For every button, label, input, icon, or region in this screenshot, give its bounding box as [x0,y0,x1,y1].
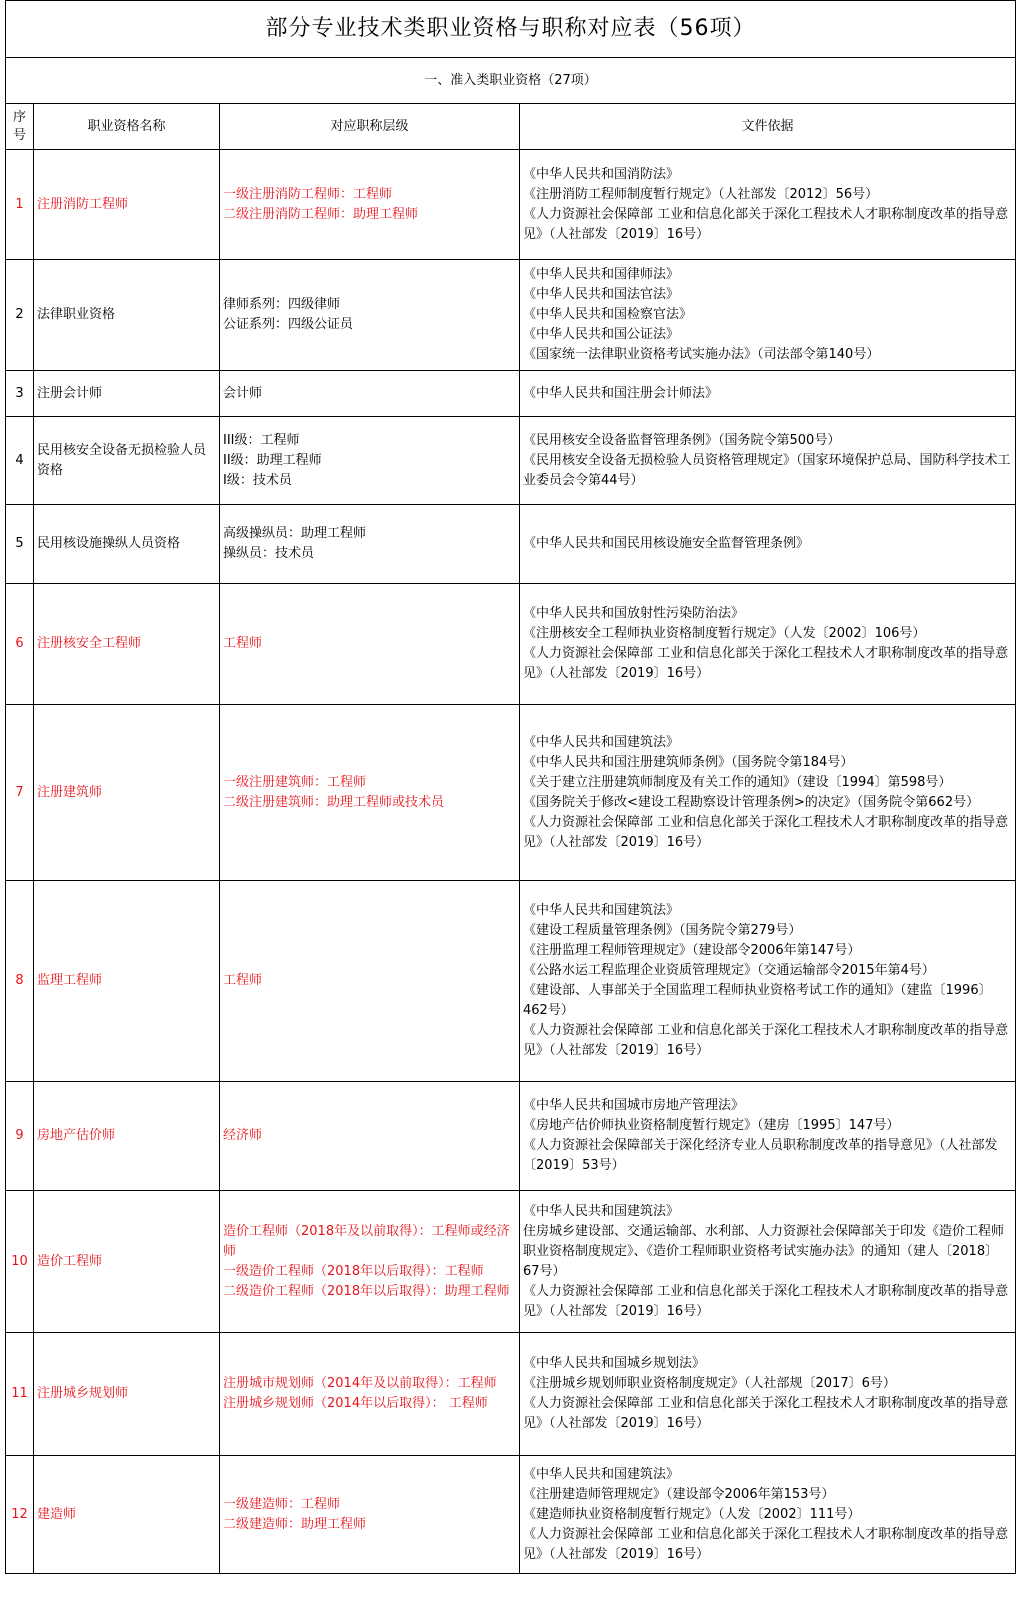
document-line: 住房城乡建设部、交通运输部、水利部、人力资源社会保障部关于印发《造价工程师职业资格制度规定》、《造价工程师职业资格考试实施办法》的通知（建人〔2018〕67号） [523,1223,1005,1279]
row-title-levels [220,371,520,417]
row-title-levels [220,705,520,881]
row-seq: 1 [6,150,34,260]
row-title-levels [220,1333,520,1456]
title-level-line: 一级注册建筑师：工程师 [223,774,367,790]
row-document-basis [520,1191,1016,1333]
title-level-line: 高级操纵员：助理工程师 [223,526,367,541]
table-header-row [6,104,1016,150]
qualification-table [5,0,1016,1574]
table-row [6,705,1016,881]
row-seq: 2 [6,260,34,371]
row-seq: 4 [6,417,34,505]
title-level-line: 二级造价工程师（2018年以后取得）：助理工程师 [223,1283,510,1299]
document-line: 《人力资源社会保障部 工业和信息化部关于深化工程技术人才职称制度改革的指导意见》（人社部发〔2019〕16号） [523,1283,1009,1319]
section-heading: 一、准入类职业资格（27项） [6,58,1016,104]
document-line: 《民用核安全设备监督管理条例》（国务院令第500号） [523,432,841,448]
row-document-basis [520,705,1016,881]
row-title-levels [220,260,520,371]
row-qualification-name: 注册建筑师 [34,705,220,881]
document-line: 《中华人民共和国律师法》 [523,267,680,282]
document-line: 《中华人民共和国法官法》 [523,287,680,302]
row-seq: 6 [6,584,34,705]
row-seq: 8 [6,881,34,1082]
row-document-basis [520,1333,1016,1456]
row-qualification-name: 建造师 [34,1456,220,1574]
document-line: 《注册核安全工程师执业资格制度暂行规定》（人发〔2002〕106号） [523,626,926,641]
row-document-basis [520,150,1016,260]
header-name: 职业资格名称 [34,104,220,150]
row-qualification-name: 监理工程师 [34,881,220,1082]
row-seq: 9 [6,1082,34,1191]
document-line: 《人力资源社会保障部 工业和信息化部关于深化工程技术人才职称制度改革的指导意见》（人社部发〔2019〕16号） [523,1526,1009,1562]
row-seq: 7 [6,705,34,881]
row-document-basis [520,881,1016,1082]
header-seq: 序号 [6,104,34,150]
document-line: 《建设部、人事部关于全国监理工程师执业资格考试工作的通知》（建监〔1996〕462号） [523,983,992,1018]
title-level-line: 注册城市规划师（2014年及以前取得）：工程师 [223,1376,497,1391]
document-line: 《人力资源社会保障部 工业和信息化部关于深化工程技术人才职称制度改革的指导意见》（人社部发〔2019〕16号） [523,646,1009,681]
table-row [6,260,1016,371]
row-qualification-name: 民用核设施操纵人员资格 [34,505,220,584]
document-line: 《关于建立注册建筑师制度及有关工作的通知》（建设〔1994〕第598号） [523,774,952,790]
row-title-levels [220,1082,520,1191]
document-line: 《国家统一法律职业资格考试实施办法》（司法部令第140号） [523,347,880,362]
document-line: 《建设工程质量管理条例》（国务院令第279号） [523,923,802,938]
row-title-levels [220,417,520,505]
title-level-line: 工程师 [223,636,263,651]
row-seq: 3 [6,371,34,417]
document-line: 《房地产估价师执业资格制度暂行规定》（建房〔1995〕147号） [523,1118,900,1133]
document-line: 《中华人民共和国建筑法》 [523,903,680,918]
document-line: 《中华人民共和国注册建筑师条例》（国务院令第184号） [523,754,854,770]
row-title-levels [220,150,520,260]
row-seq: 12 [6,1456,34,1574]
row-document-basis [520,1082,1016,1191]
document-line: 《中华人民共和国检察官法》 [523,307,693,322]
title-level-line: 二级建造师：助理工程师 [223,1516,367,1532]
row-qualification-name: 民用核安全设备无损检验人员资格 [34,417,220,505]
row-qualification-name: 注册核安全工程师 [34,584,220,705]
document-line: 《注册建造师管理规定》（建设部令2006年第153号） [523,1486,835,1502]
row-qualification-name: 注册城乡规划师 [34,1333,220,1456]
row-title-levels [220,1456,520,1574]
row-document-basis [520,417,1016,505]
row-document-basis [520,1456,1016,1574]
title-level-line: 一级注册消防工程师：工程师 [223,186,393,202]
header-level: 对应职称层级 [220,104,520,150]
document-line: 《人力资源社会保障部关于深化经济专业人员职称制度改革的指导意见》（人社部发〔2019〕53号） [523,1138,998,1173]
title-level-line: 律师系列：四级律师 [223,297,341,312]
document-line: 《注册监理工程师管理规定》（建设部令2006年第147号） [523,943,861,958]
table-row [6,417,1016,505]
document-line: 《中华人民共和国放射性污染防治法》 [523,606,745,621]
document-line: 《中华人民共和国消防法》 [523,166,680,182]
title-level-line: III级：工程师 [223,432,300,448]
row-title-levels [220,584,520,705]
document-line: 《中华人民共和国建筑法》 [523,1203,680,1219]
document-line: 《人力资源社会保障部 工业和信息化部关于深化工程技术人才职称制度改革的指导意见》（人社部发〔2019〕16号） [523,206,1009,242]
row-document-basis [520,584,1016,705]
row-qualification-name: 注册会计师 [34,371,220,417]
table-row [6,150,1016,260]
row-seq: 10 [6,1191,34,1333]
table-row [6,1333,1016,1456]
row-qualification-name: 法律职业资格 [34,260,220,371]
document-line: 《注册城乡规划师职业资格制度规定》（人社部规〔2017〕6号） [523,1376,896,1391]
title-level-line: 造价工程师（2018年及以前取得）：工程师或经济师 [223,1223,510,1259]
row-document-basis [520,371,1016,417]
document-line: 《人力资源社会保障部 工业和信息化部关于深化工程技术人才职称制度改革的指导意见》（人社部发〔2019〕16号） [523,1396,1009,1431]
row-seq: 11 [6,1333,34,1456]
document-line: 《注册消防工程师制度暂行规定》（人社部发〔2012〕56号） [523,186,879,202]
table-row [6,505,1016,584]
document-line: 《中华人民共和国民用核设施安全监督管理条例》 [523,536,810,551]
header-docs: 文件依据 [520,104,1016,150]
row-qualification-name: 造价工程师 [34,1191,220,1333]
row-document-basis [520,505,1016,584]
title-level-line: II级：助理工程师 [223,452,322,468]
row-qualification-name: 注册消防工程师 [34,150,220,260]
title-level-line: 二级注册消防工程师：助理工程师 [223,206,419,222]
title-level-line: 经济师 [223,1128,263,1143]
row-qualification-name: 房地产估价师 [34,1082,220,1191]
document-line: 《人力资源社会保障部 工业和信息化部关于深化工程技术人才职称制度改革的指导意见》（人社部发〔2019〕16号） [523,1023,1009,1058]
table-row [6,371,1016,417]
title-level-line: 操纵员：技术员 [223,546,315,561]
table-row [6,1082,1016,1191]
document-line: 《中华人民共和国城市房地产管理法》 [523,1098,745,1113]
document-line: 《公路水运工程监理企业资质管理规定》（交通运输部令2015年第4号） [523,963,935,978]
table-row [6,881,1016,1082]
title-level-line: 一级建造师：工程师 [223,1496,341,1512]
title-level-line: 工程师 [223,973,263,988]
document-line: 《中华人民共和国城乡规划法》 [523,1356,706,1371]
page-title: 部分专业技术类职业资格与职称对应表（56项） [6,1,1016,58]
table-row [6,584,1016,705]
table-row [6,1456,1016,1574]
document-line: 《人力资源社会保障部 工业和信息化部关于深化工程技术人才职称制度改革的指导意见》（人社部发〔2019〕16号） [523,814,1009,850]
row-title-levels [220,881,520,1082]
document-line: 《中华人民共和国建筑法》 [523,1466,680,1482]
document-line: 《建造师执业资格制度暂行规定》（人发〔2002〕111号） [523,1506,861,1522]
document-line: 《中华人民共和国建筑法》 [523,734,680,750]
title-level-line: 二级注册建筑师：助理工程师或技术员 [223,794,445,810]
title-level-line: 注册城乡规划师（2014年以后取得）： 工程师 [223,1396,488,1411]
row-title-levels [220,505,520,584]
document-line: 《中华人民共和国注册会计师法》 [523,385,719,401]
document-line: 《民用核安全设备无损检验人员资格管理规定》（国家环境保护总局、国防科学技术工业委员会令第44号） [523,452,1011,488]
row-title-levels [220,1191,520,1333]
row-document-basis [520,260,1016,371]
table-row [6,1191,1016,1333]
row-seq: 5 [6,505,34,584]
document-line: 《中华人民共和国公证法》 [523,327,680,342]
title-level-line: 公证系列：四级公证员 [223,317,354,332]
title-level-line: 会计师 [223,385,263,401]
title-level-line: 一级造价工程师（2018年以后取得）：工程师 [223,1263,484,1279]
title-level-line: I级：技术员 [223,472,292,488]
document-line: 《国务院关于修改<建设工程勘察设计管理条例>的决定》（国务院令第662号） [523,794,980,810]
